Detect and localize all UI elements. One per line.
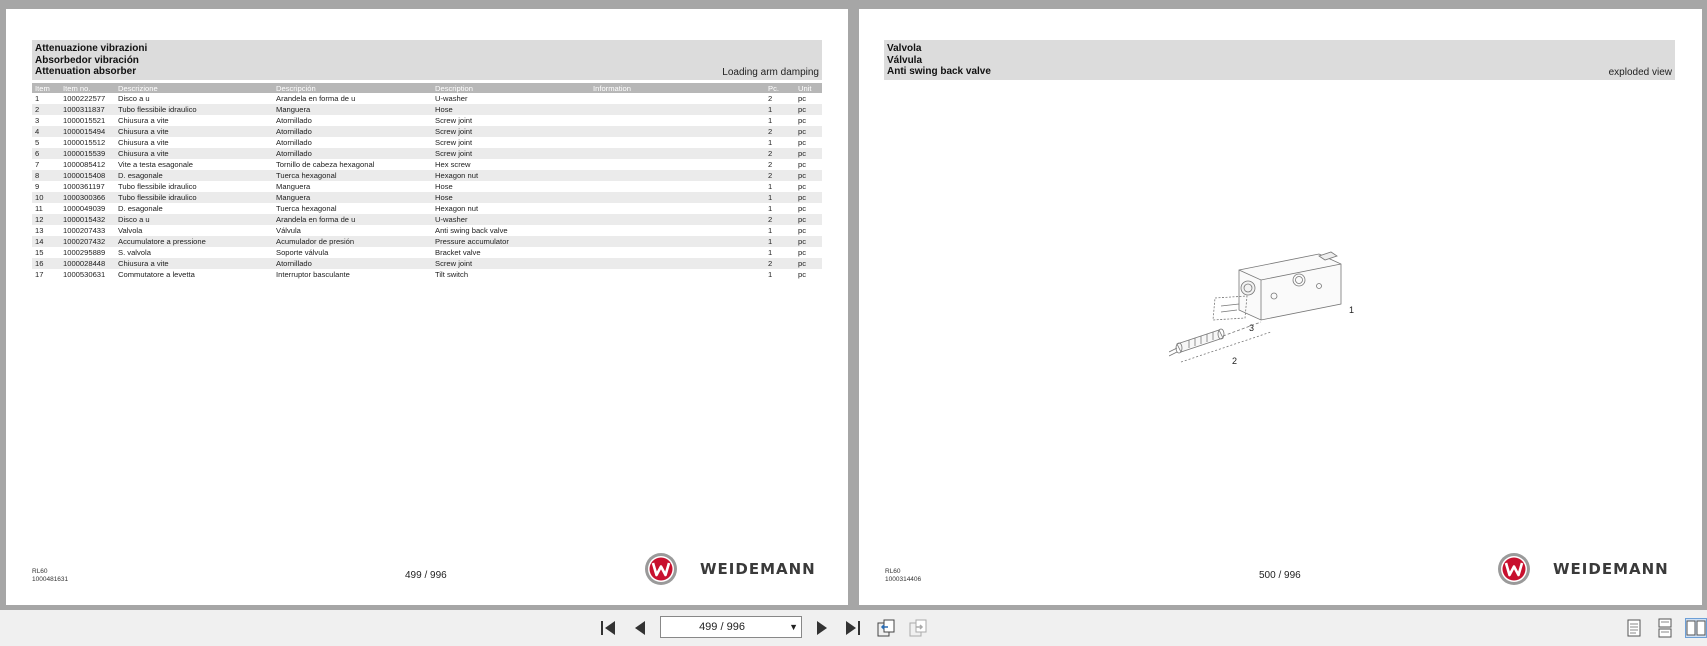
table-cell: 10 [32,192,60,203]
table-cell: 11 [35,204,43,213]
table-cell: 1 [765,104,795,115]
table-cell [590,258,765,269]
table-cell: 2 [768,160,773,169]
table-cell: pc [798,94,807,103]
table-cell: 1 [768,226,773,235]
table-cell: 2 [765,170,795,181]
table-cell: 14 [32,236,60,247]
two-page-icon[interactable] [1685,618,1707,638]
table-cell: Tubo flessibile idraulico [115,104,273,115]
table-cell: 1000361197 [63,182,105,191]
table-cell: 1000311837 [60,104,115,115]
footer-doc-number: 1000314406 [885,576,922,583]
table-row [32,225,822,236]
viewer-toolbar [0,610,1707,646]
table-cell: 2 [768,94,773,103]
column-header: Descripción [273,83,432,93]
single-page-icon[interactable] [1624,618,1644,638]
table-header-row [32,83,822,93]
table-cell: Chiusura a vite [118,116,169,125]
table-cell: Interruptor basculante [276,270,350,279]
table-row [32,269,822,280]
table-cell: pc [795,258,822,269]
table-cell: 2 [765,214,795,225]
table-cell: 1 [768,204,773,213]
table-cell: pc [798,138,807,147]
table-cell [590,247,765,258]
back-view-icon[interactable] [876,618,896,638]
table-cell: Atornillado [276,116,312,125]
table-cell: Chiusura a vite [115,148,273,159]
title-italian: Valvola [887,43,922,54]
header-group-name: Loading arm damping [722,67,819,78]
title-spanish: Válvula [887,54,923,66]
table-cell: 1000015539 [60,148,115,159]
table-cell: Tilt switch [435,270,469,279]
table-cell: pc [798,160,807,169]
weidemann-logo-icon [644,552,678,591]
callout-1: 1 [1349,305,1355,315]
title-spanish: Absorbedor vibración [35,54,139,66]
table-cell: Screw joint [432,126,590,137]
table-cell: 1000530631 [63,270,106,279]
table-row [32,104,822,115]
prev-page-icon[interactable] [630,618,650,638]
table-cell: Arandela en forma de u [273,214,432,225]
table-cell [590,115,765,126]
header-view-type: exploded view [1608,67,1672,78]
table-cell: Manguera [273,192,432,203]
table-cell: Commutatore a levetta [118,270,195,279]
table-row [32,181,822,192]
page-number: 500 / 996 [1259,570,1301,581]
table-cell: pc [798,248,807,257]
table-cell: Screw joint [432,258,590,269]
table-cell: 6 [32,148,60,159]
footer-model: RL60 [885,568,901,575]
table-cell: 2 [765,258,795,269]
footer-model-code [32,568,68,584]
brand-name: WEIDEMANN [1553,560,1669,578]
table-cell: Chiusura a vite [115,258,273,269]
document-page-left [6,9,848,605]
table-cell [590,236,765,247]
table-cell: Hose [432,104,590,115]
table-cell: Tubo flessibile idraulico [118,182,197,191]
table-cell [590,148,765,159]
table-cell: 1000207432 [60,236,115,247]
table-cell: D. esagonale [115,170,273,181]
table-cell: Atornillado [273,148,432,159]
table-cell: 1000015521 [63,116,106,125]
next-page-icon[interactable] [812,618,832,638]
table-cell: 13 [35,226,44,235]
table-cell: 4 [32,126,60,137]
table-cell [590,181,765,192]
table-cell: 1000222577 [63,94,106,103]
table-cell: Hexagon nut [432,170,590,181]
table-cell: pc [798,270,807,279]
table-cell: Disco a u [115,214,273,225]
column-header: Description [432,83,590,93]
page-header [884,40,1675,80]
table-cell: Hexagon nut [435,204,479,213]
table-cell: Manguera [273,104,432,115]
table-cell: 1000295889 [63,248,106,257]
table-cell [590,159,765,170]
table-cell: D. esagonale [118,204,163,213]
table-cell: Vite a testa esagonale [118,160,194,169]
table-cell [590,192,765,203]
table-row [32,170,822,181]
table-cell: Hose [432,192,590,203]
table-cell: Atornillado [273,258,432,269]
table-row [32,247,822,258]
forward-view-icon[interactable] [908,618,928,638]
page-number: 499 / 996 [405,570,447,581]
table-cell: pc [795,214,822,225]
table-cell [590,203,765,214]
table-cell: pc [798,204,807,213]
callout-3: 3 [1249,323,1255,333]
table-cell: 1000028448 [60,258,115,269]
table-cell: Anti swing back valve [435,226,508,235]
table-cell: 1000015512 [63,138,106,147]
table-cell: Bracket valve [435,248,481,257]
chevron-down-icon[interactable]: ▼ [789,622,798,632]
table-cell: 7 [35,160,40,169]
table-cell [590,269,765,280]
table-cell: 3 [35,116,40,125]
table-cell: 1 [765,192,795,203]
column-header: Item [32,83,60,93]
table-cell: 15 [35,248,44,257]
table-cell: 12 [32,214,60,225]
table-cell: pc [795,104,822,115]
table-cell: 16 [32,258,60,269]
table-cell: 8 [32,170,60,181]
parts-table [32,83,822,280]
title-english: Attenuation absorber [35,66,137,77]
footer-doc-number: 1000481631 [32,576,69,583]
table-cell: pc [795,236,822,247]
table-row [32,203,822,214]
table-cell: 1000049039 [63,204,106,213]
table-cell: 1000085412 [63,160,106,169]
table-cell: Screw joint [435,138,473,147]
table-cell: 1 [768,248,773,257]
page-number-select[interactable] [660,616,802,638]
table-cell: 1 [35,94,40,103]
table-cell: Hose [435,182,453,191]
table-row [32,148,822,159]
table-cell: 1000015408 [60,170,115,181]
table-cell: 1000015494 [60,126,115,137]
table-cell: 1 [768,182,773,191]
table-cell: 5 [35,138,40,147]
document-page-right [859,9,1702,605]
table-cell: 1 [765,236,795,247]
table-cell: 1 [768,116,773,125]
footer-model-code [885,568,921,584]
column-header: Descrizione [115,83,273,93]
table-cell: Manguera [276,182,311,191]
table-cell: 1 [768,138,773,147]
footer-model: RL60 [32,568,48,575]
table-cell: 1000207433 [63,226,106,235]
table-cell: pc [798,116,807,125]
table-cell: pc [798,182,807,191]
title-english: Anti swing back valve [887,66,991,77]
column-header: Pc. [765,83,795,93]
table-cell: Tuerca hexagonal [273,170,432,181]
title-italian: Attenuazione vibrazioni [35,43,148,54]
table-row [32,236,822,247]
table-cell: 2 [765,126,795,137]
table-cell: Chiusura a vite [118,138,169,147]
table-cell: Chiusura a vite [115,126,273,137]
table-cell: Valvola [118,226,143,235]
table-cell: pc [795,170,822,181]
table-cell [590,170,765,181]
table-cell: pc [795,192,822,203]
table-cell: pc [798,226,807,235]
table-cell: Soporte válvula [276,248,329,257]
table-cell: pc [795,126,822,137]
table-cell: 2 [765,148,795,159]
table-cell: Acumulador de presión [273,236,432,247]
table-cell: 2 [32,104,60,115]
table-cell: 9 [35,182,40,191]
first-page-icon[interactable] [598,618,618,638]
table-row [32,126,822,137]
table-cell: Screw joint [435,116,473,125]
table-cell [590,137,765,148]
table-cell: U-washer [435,94,468,103]
table-cell [590,93,765,104]
table-cell: Screw joint [432,148,590,159]
last-page-icon[interactable] [843,618,863,638]
brand-name: WEIDEMANN [700,560,816,578]
table-row [32,258,822,269]
continuous-page-icon[interactable] [1655,618,1675,638]
table-cell [590,104,765,115]
table-cell [590,126,765,137]
table-cell [590,214,765,225]
table-cell: Atornillado [276,138,312,147]
table-row [32,137,822,148]
table-cell: Arandela en forma de u [276,94,356,103]
table-cell: 1000300366 [60,192,115,203]
table-cell: Válvula [276,226,301,235]
table-cell: Atornillado [273,126,432,137]
table-row [32,93,822,104]
table-cell: Pressure accumulator [432,236,590,247]
table-cell: Tubo flessibile idraulico [115,192,273,203]
table-cell: 17 [35,270,44,279]
page-header [32,40,822,80]
table-cell: Hex screw [435,160,471,169]
table-cell: U-washer [432,214,590,225]
table-row [32,115,822,126]
table-cell: 1 [768,270,773,279]
table-cell: Accumulatore a pressione [115,236,273,247]
callout-2: 2 [1232,356,1238,366]
page-number-value: 499 / 996 [699,621,745,633]
table-cell: pc [795,148,822,159]
table-cell: Tuerca hexagonal [276,204,337,213]
table-cell: S. valvola [118,248,151,257]
table-row [32,214,822,225]
table-cell: 1000015432 [60,214,115,225]
exploded-view-drawing [1169,234,1369,384]
column-header: Item no. [60,83,115,93]
weidemann-logo-icon [1497,552,1531,591]
table-row [32,159,822,170]
column-header: Information [590,83,765,93]
table-cell: Disco a u [118,94,150,103]
table-cell: Tornillo de cabeza hexagonal [276,160,375,169]
table-cell [590,225,765,236]
column-header: Unit [795,83,822,93]
table-row [32,192,822,203]
